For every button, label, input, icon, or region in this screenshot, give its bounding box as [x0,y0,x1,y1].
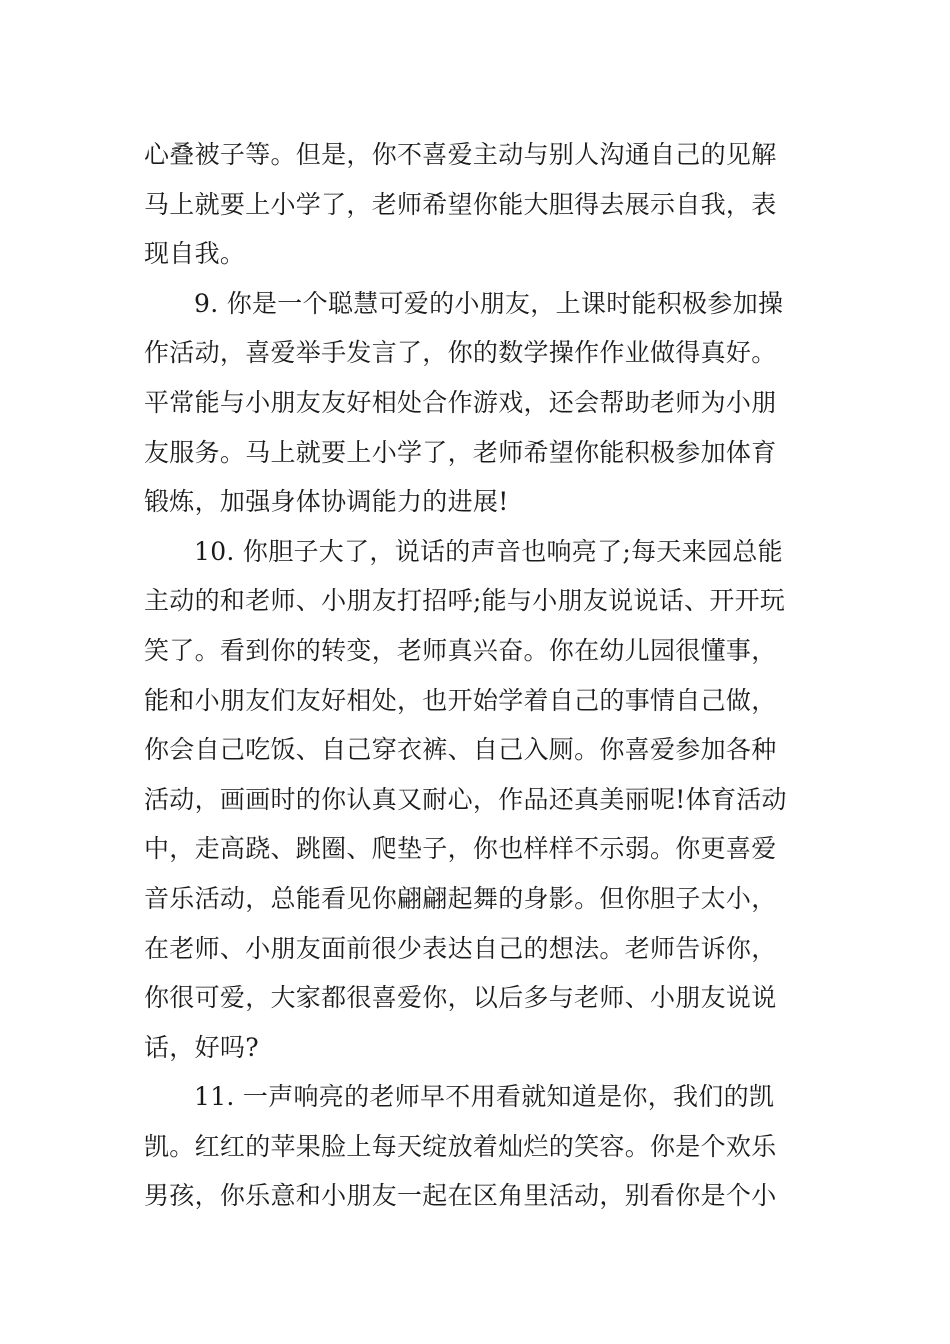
text-line: 活动，画画时的你认真又耐心，作品还真美丽呢!体育活动 [144,784,787,814]
text-line: 在老师、小朋友面前很少表达自己的想法。老师告诉你， [144,933,777,963]
text-line: 男孩，你乐意和小朋友一起在区角里活动，别看你是个小 [144,1181,777,1211]
paragraph-first-line: 9. 你是一个聪慧可爱的小朋友，上课时能积极参加操 [194,288,784,318]
text-line: 音乐活动，总能看见你翩翩起舞的身影。但你胆子太小， [144,883,777,913]
text-line: 笑了。看到你的转变，老师真兴奋。你在幼儿园很懂事， [144,635,777,665]
text-line: 平常能与小朋友友好相处合作游戏，还会帮助老师为小朋 [144,387,777,417]
text-line: 心叠被子等。但是，你不喜爱主动与别人沟通自己的见解 [144,140,777,169]
text-line: 主动的和老师、小朋友打招呼;能与小朋友说说话、开开玩 [144,586,786,616]
text-line: 凯。红红的苹果脸上每天绽放着灿烂的笑容。你是个欢乐 [144,1131,777,1161]
paragraph-first-line: 11. 一声响亮的老师早不用看就知道是你，我们的凯 [194,1082,775,1112]
text-line: 友服务。马上就要上小学了，老师希望你能积极参加体育 [144,437,777,467]
text-line: 能和小朋友们友好相处，也开始学着自己的事情自己做， [144,685,777,715]
text-line: 锻炼，加强身体协调能力的进展! [144,487,509,517]
paragraph-first-line: 10. 你胆子大了，说话的声音也响亮了;每天来园总能 [194,536,783,566]
text-line: 你很可爱，大家都很喜爱你，以后多与老师、小朋友说说 [144,983,777,1013]
text-line: 话，好吗? [144,1032,259,1062]
text-line: 马上就要上小学了，老师希望你能大胆得去展示自我，表 [144,189,777,219]
text-line: 中，走高跷、跳圈、爬垫子，你也样样不示弱。你更喜爱 [144,834,777,864]
body-text [144,130,809,1221]
text-line: 作活动，喜爱举手发言了，你的数学操作作业做得真好。 [144,338,777,368]
text-line: 现自我。 [144,239,246,269]
text-line: 你会自己吃饭、自己穿衣裤、自己入厕。你喜爱参加各种 [144,735,777,765]
